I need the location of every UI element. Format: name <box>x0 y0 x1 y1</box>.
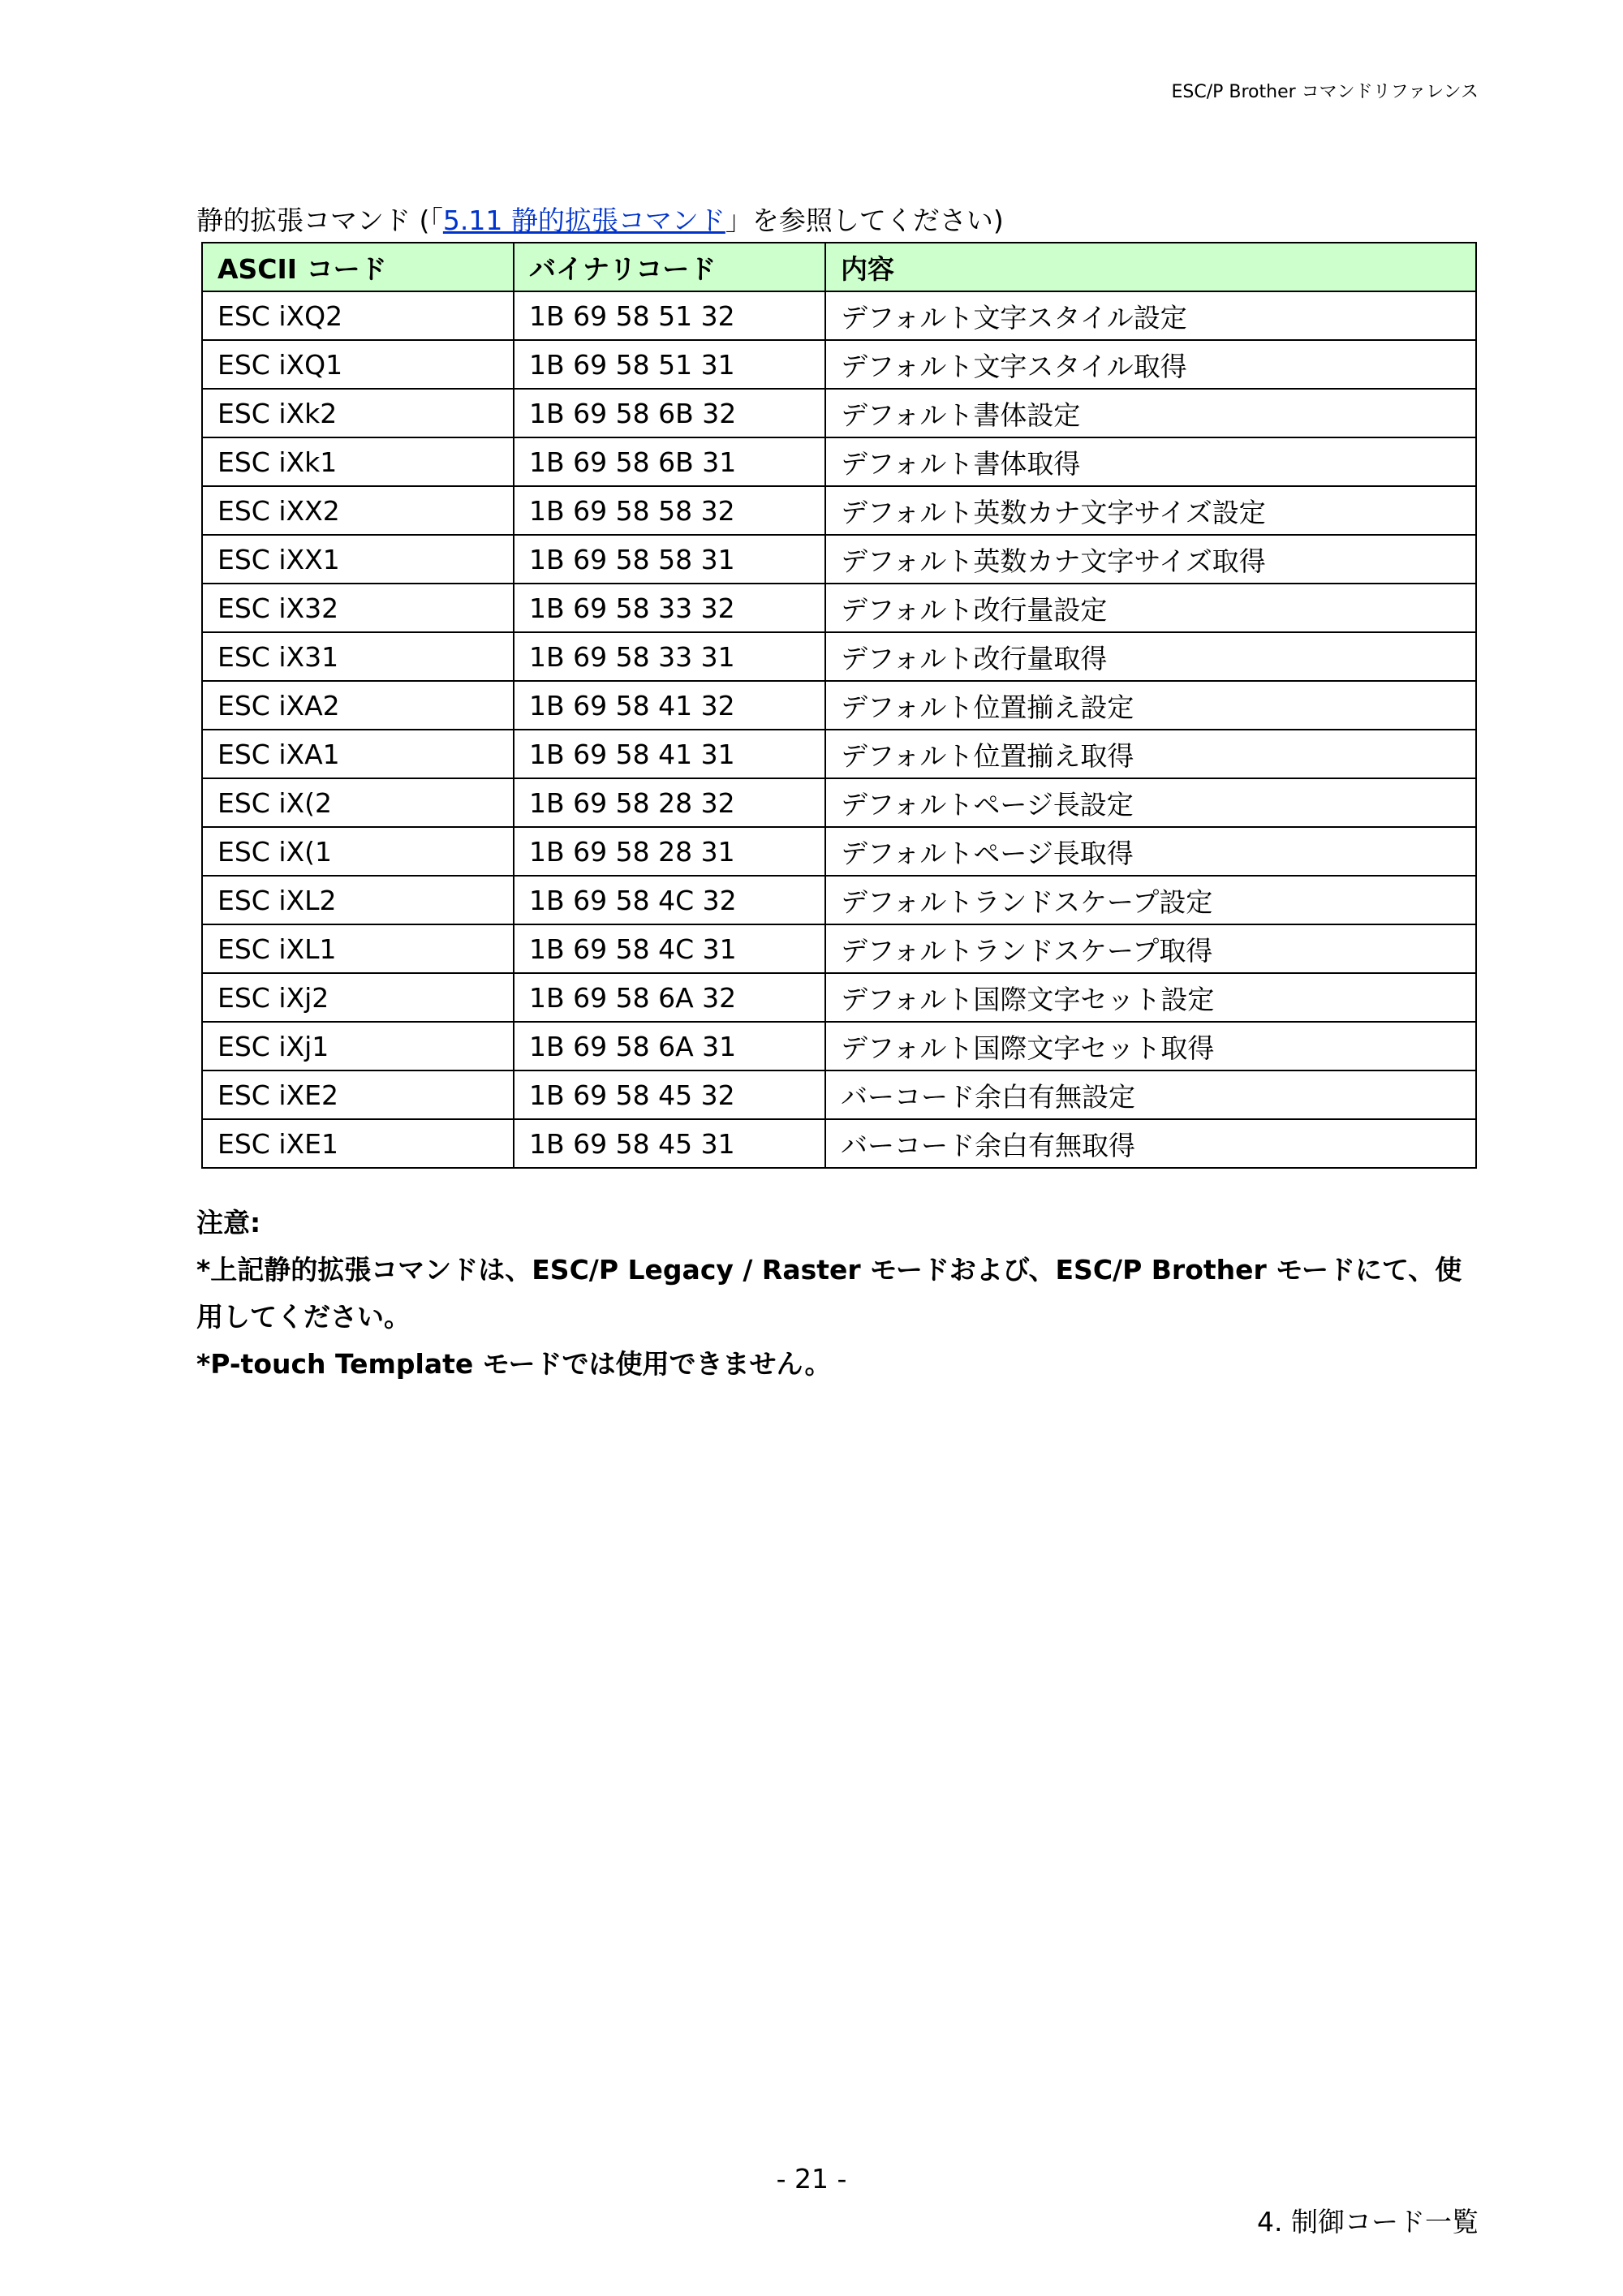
cell-description: デフォルト位置揃え設定 <box>825 681 1476 730</box>
cell-binary-code: 1B 69 58 58 31 <box>514 535 825 584</box>
cell-binary-code: 1B 69 58 33 31 <box>514 632 825 681</box>
cell-binary-code: 1B 69 58 58 32 <box>514 486 825 535</box>
cell-binary-code: 1B 69 58 28 32 <box>514 778 825 827</box>
cell-description: デフォルト書体設定 <box>825 389 1476 437</box>
cell-description: デフォルト国際文字セット設定 <box>825 973 1476 1022</box>
intro-line <box>196 200 1004 238</box>
footer-section-title: 4. 制御コード一覧 <box>1257 2206 1479 2238</box>
cell-description: デフォルトページ長設定 <box>825 778 1476 827</box>
table-row <box>202 730 1476 778</box>
cell-ascii-code: ESC iX(2 <box>202 778 514 827</box>
cell-description: デフォルト文字スタイル設定 <box>825 291 1476 340</box>
table-body <box>202 291 1476 1168</box>
table-row <box>202 827 1476 876</box>
cell-binary-code: 1B 69 58 45 32 <box>514 1070 825 1119</box>
cell-binary-code: 1B 69 58 4C 32 <box>514 876 825 924</box>
cell-description: デフォルトランドスケープ設定 <box>825 876 1476 924</box>
cell-ascii-code: ESC iXj1 <box>202 1022 514 1070</box>
cell-description: デフォルトページ長取得 <box>825 827 1476 876</box>
cell-binary-code: 1B 69 58 6B 31 <box>514 437 825 486</box>
table-row <box>202 1022 1476 1070</box>
cell-ascii-code: ESC iXL1 <box>202 924 514 973</box>
cell-ascii-code: ESC iXk1 <box>202 437 514 486</box>
cell-binary-code: 1B 69 58 6A 31 <box>514 1022 825 1070</box>
cell-binary-code: 1B 69 58 28 31 <box>514 827 825 876</box>
table-row <box>202 340 1476 389</box>
cell-ascii-code: ESC iXX1 <box>202 535 514 584</box>
section-link[interactable]: 5.11 静的拡張コマンド <box>442 205 725 236</box>
command-table <box>201 242 1477 1169</box>
cell-description: デフォルト国際文字セット取得 <box>825 1022 1476 1070</box>
cell-binary-code: 1B 69 58 41 32 <box>514 681 825 730</box>
cell-description: デフォルト文字スタイル取得 <box>825 340 1476 389</box>
cell-description: デフォルト改行量取得 <box>825 632 1476 681</box>
cell-description: デフォルト英数カナ文字サイズ取得 <box>825 535 1476 584</box>
table-row <box>202 632 1476 681</box>
header-description: 内容 <box>825 243 1476 291</box>
cell-description: デフォルト改行量設定 <box>825 584 1476 632</box>
table-row <box>202 1070 1476 1119</box>
cell-ascii-code: ESC iXj2 <box>202 973 514 1022</box>
cell-description: デフォルト位置揃え取得 <box>825 730 1476 778</box>
cell-ascii-code: ESC iXE2 <box>202 1070 514 1119</box>
header-ascii-code: ASCII コード <box>202 243 514 291</box>
table-row <box>202 584 1476 632</box>
cell-ascii-code: ESC iXA1 <box>202 730 514 778</box>
notes-title: 注意: <box>196 1207 261 1238</box>
cell-ascii-code: ESC iXA2 <box>202 681 514 730</box>
table-row <box>202 486 1476 535</box>
cell-ascii-code: ESC iX32 <box>202 584 514 632</box>
cell-description: デフォルトランドスケープ取得 <box>825 924 1476 973</box>
note-line-2: *P-touch Template モードでは使用できません。 <box>196 1348 832 1380</box>
document-header: ESC/P Brother コマンドリファレンス <box>1171 82 1479 102</box>
cell-ascii-code: ESC iXX2 <box>202 486 514 535</box>
table-row <box>202 291 1476 340</box>
table-header-row <box>202 243 1476 291</box>
cell-binary-code: 1B 69 58 4C 31 <box>514 924 825 973</box>
note-line-1: *上記静的拡張コマンドは、ESC/P Legacy / Raster モードおよび、ESC/P Brother モードにて、使用してください。 <box>196 1254 1462 1333</box>
cell-binary-code: 1B 69 58 51 32 <box>514 291 825 340</box>
cell-ascii-code: ESC iXQ2 <box>202 291 514 340</box>
cell-binary-code: 1B 69 58 51 31 <box>514 340 825 389</box>
cell-binary-code: 1B 69 58 6B 32 <box>514 389 825 437</box>
cell-ascii-code: ESC iX(1 <box>202 827 514 876</box>
cell-description: バーコード余白有無取得 <box>825 1119 1476 1168</box>
table-row <box>202 973 1476 1022</box>
cell-ascii-code: ESC iXQ1 <box>202 340 514 389</box>
table-row <box>202 924 1476 973</box>
intro-suffix: 」を参照してください) <box>725 205 1004 236</box>
header-binary-code: バイナリコード <box>514 243 825 291</box>
cell-description: デフォルト英数カナ文字サイズ設定 <box>825 486 1476 535</box>
cell-ascii-code: ESC iXE1 <box>202 1119 514 1168</box>
table-row <box>202 681 1476 730</box>
intro-prefix: 静的拡張コマンド (「 <box>196 205 443 236</box>
cell-ascii-code: ESC iX31 <box>202 632 514 681</box>
table-row <box>202 1119 1476 1168</box>
cell-binary-code: 1B 69 58 41 31 <box>514 730 825 778</box>
notes-section <box>196 1200 1487 1388</box>
table-row <box>202 535 1476 584</box>
page-number: - 21 - <box>776 2163 847 2195</box>
cell-binary-code: 1B 69 58 6A 32 <box>514 973 825 1022</box>
table-row <box>202 437 1476 486</box>
cell-binary-code: 1B 69 58 45 31 <box>514 1119 825 1168</box>
table-row <box>202 778 1476 827</box>
cell-description: デフォルト書体取得 <box>825 437 1476 486</box>
cell-ascii-code: ESC iXk2 <box>202 389 514 437</box>
table-row <box>202 876 1476 924</box>
cell-binary-code: 1B 69 58 33 32 <box>514 584 825 632</box>
table-row <box>202 389 1476 437</box>
cell-ascii-code: ESC iXL2 <box>202 876 514 924</box>
cell-description: バーコード余白有無設定 <box>825 1070 1476 1119</box>
